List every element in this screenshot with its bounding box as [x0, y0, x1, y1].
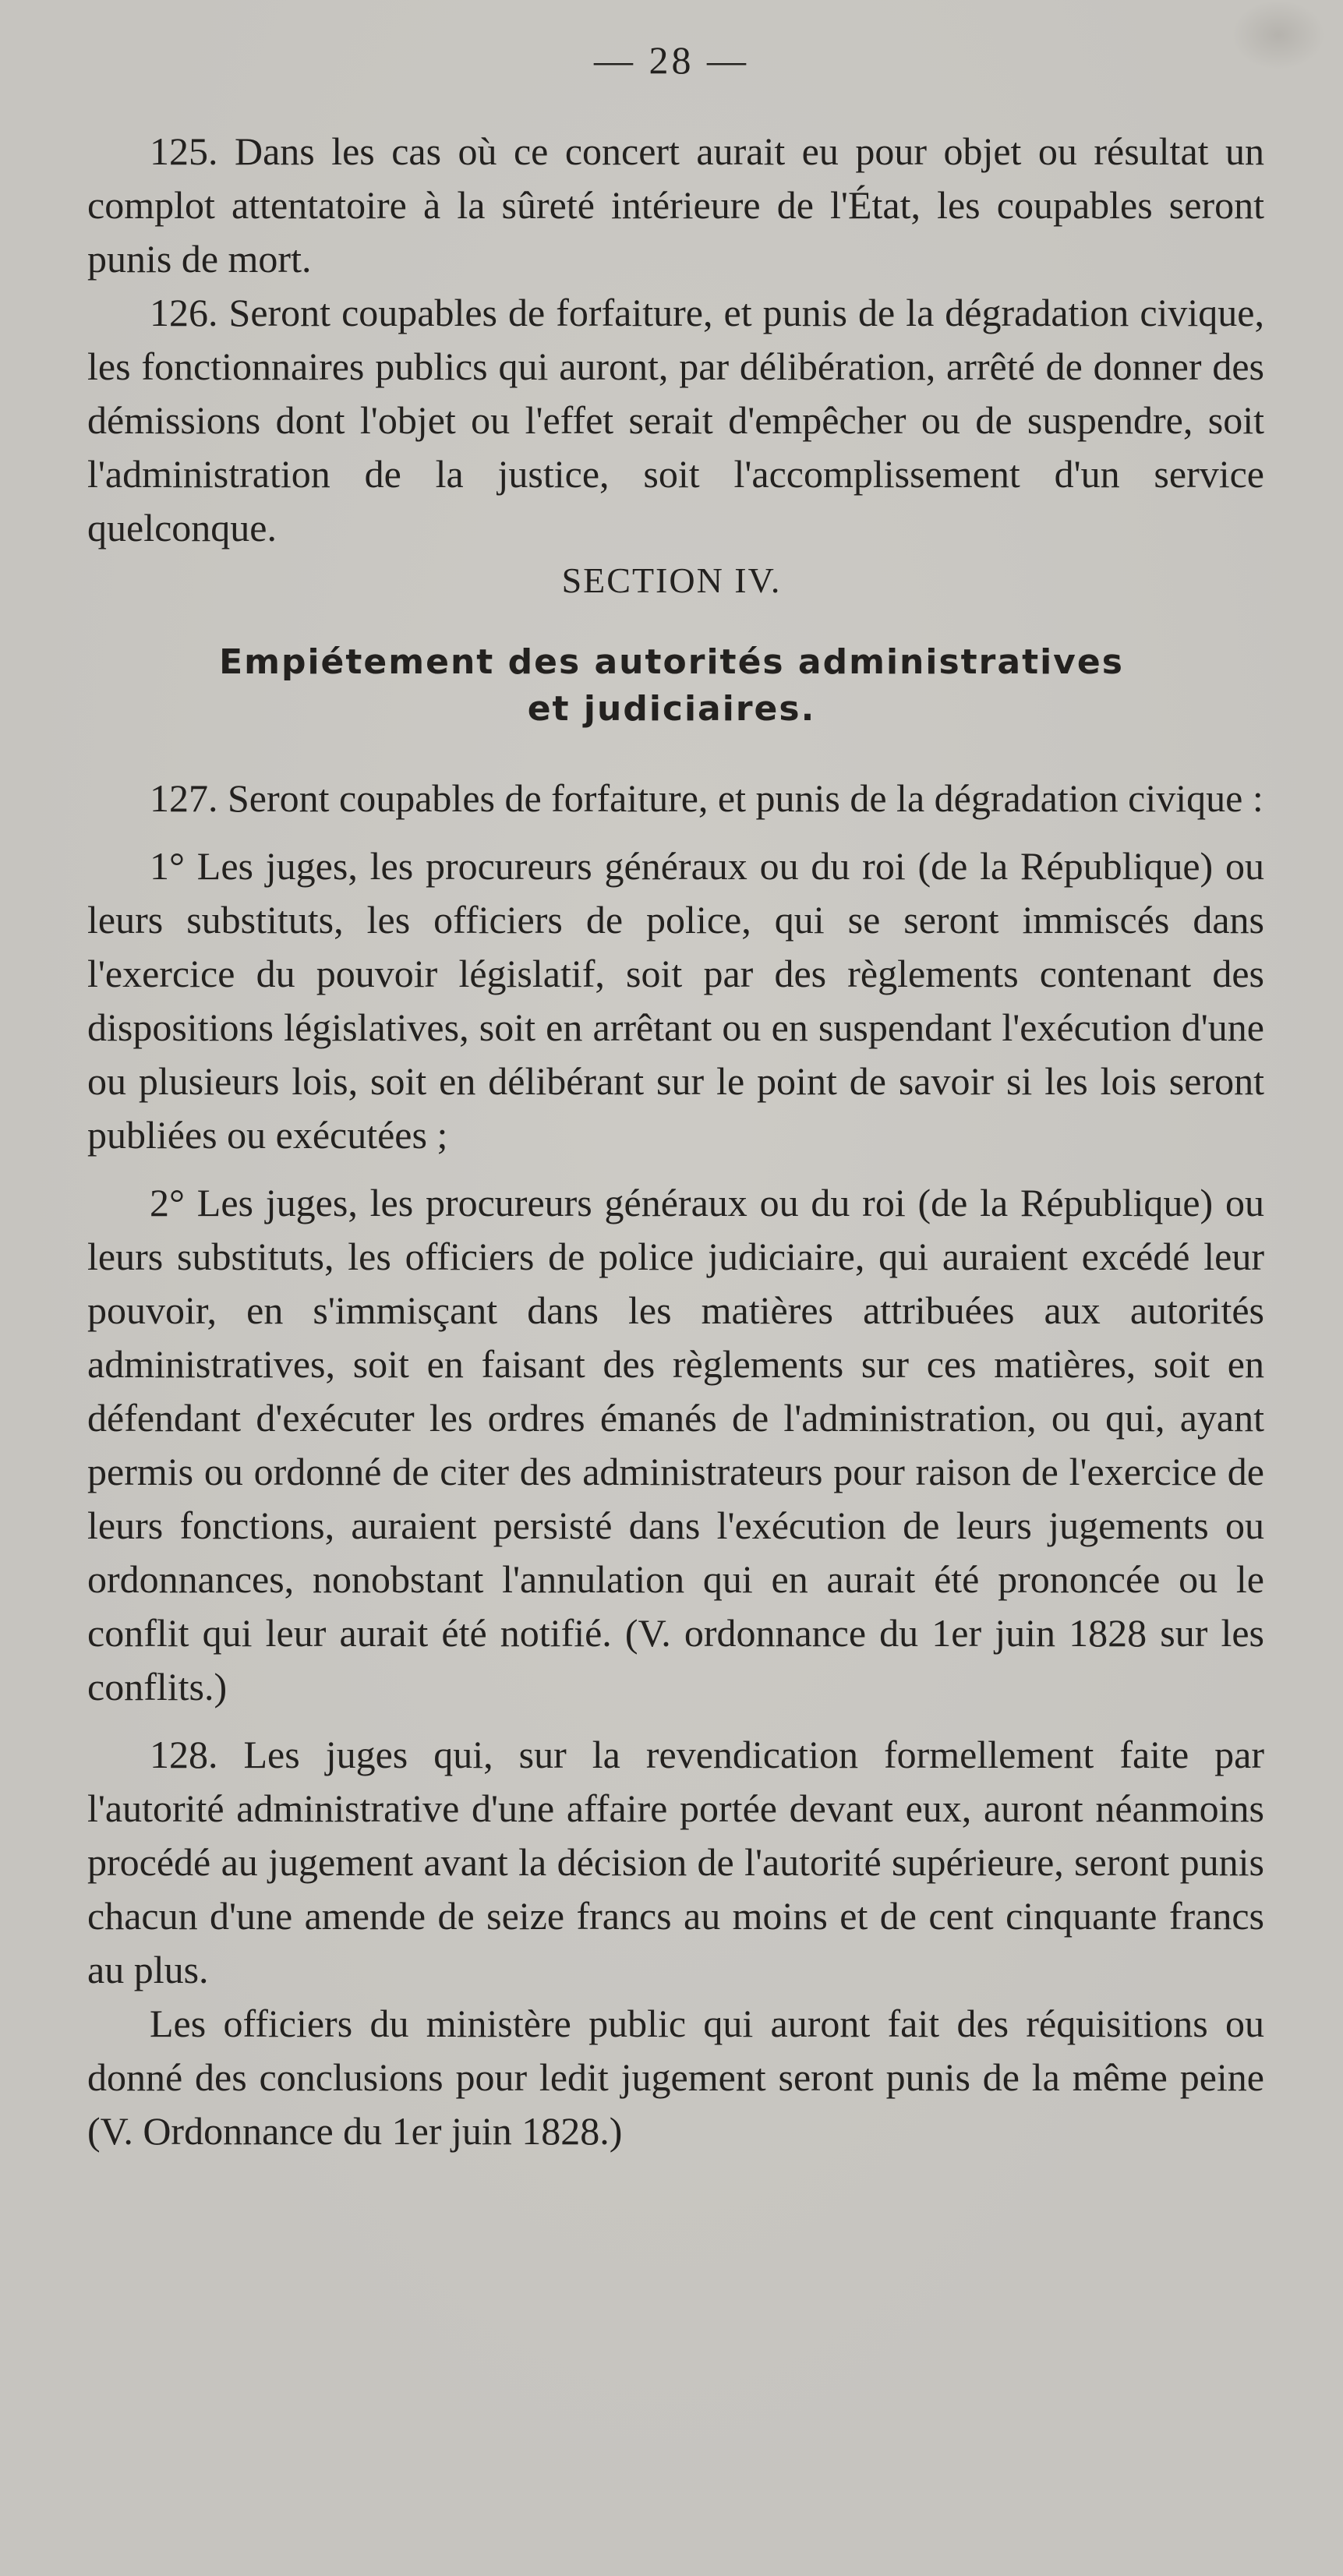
text-block-main	[87, 772, 1264, 2158]
section-label: SECTION IV.	[561, 560, 782, 600]
article-127-item-2: 2° Les juges, les procureurs généraux ou du roi (de la République) ou leurs substituts, les officiers de police judiciaire, qui auraient excédé leur pouvoir, en s'immisçant dans les matières attribuées aux autorités administratives, soit en faisant des règlements sur ces matières, soit en défendant d'exécuter les ordres émanés de l'administration, ou qui, ayant permis ou ordonné de citer des administrateurs pour raison de l'exercice de leurs fonctions, auraient persisté dans l'exécution de leurs jugements ou ordonnances, nonobstant l'annulation qui en aurait été prononcée ou le conflit qui leur aurait été notifié. (V. ordonnance du 1er juin 1828 sur les conflits.)	[87, 1181, 1264, 1708]
article-126: 126. Seront coupables de forfaiture, et punis de la dégradation civique, les fonctionnaires publics qui auront, par délibération, arrêté de donner des démissions dont l'objet ou l'effet serait d'empêcher ou de suspendre, soit l'administration de la justice, soit l'accomplissement d'un service quelconque.	[87, 291, 1264, 549]
section-title-line1: Empiétement des autorités administratives	[219, 642, 1124, 682]
text-block-top	[87, 125, 1264, 555]
article-128: 128. Les juges qui, sur la revendication formellement faite par l'autorité administrative d'une affaire portée devant eux, auront néanmoins procédé au jugement avant la décision de l'autorité supérieure, seront punis chacun d'une amende de seize francs au moins et de cent cinquante francs au plus.	[87, 1733, 1264, 1991]
article-125: 125. Dans les cas où ce concert aurait eu pour objet ou résultat un complot attentatoire à la sûreté intérieure de l'État, les coupables seront punis de mort.	[87, 129, 1264, 281]
section-title-line2: et judiciaires.	[527, 689, 816, 729]
article-128-paragraph-2: Les officiers du ministère public qui auront fait des réquisitions ou donné des conclusions pour ledit jugement seront punis de la même peine (V. Ordonnance du 1er juin 1828.)	[87, 2002, 1264, 2153]
article-127-item-1: 1° Les juges, les procureurs généraux ou du roi (de la République) ou leurs substituts, les officiers de police, qui se seront immiscés dans l'exercice du pouvoir législatif, soit par des règlements contenant des dispositions législatives, soit en arrêtant ou en suspendant l'exécution d'une ou plusieurs lois, soit en délibérant sur le point de savoir si les lois seront publiées ou exécutées ;	[87, 844, 1264, 1157]
page-number: — 28 —	[594, 38, 749, 82]
article-127: 127. Seront coupables de forfaiture, et punis de la dégradation civique :	[150, 776, 1263, 820]
